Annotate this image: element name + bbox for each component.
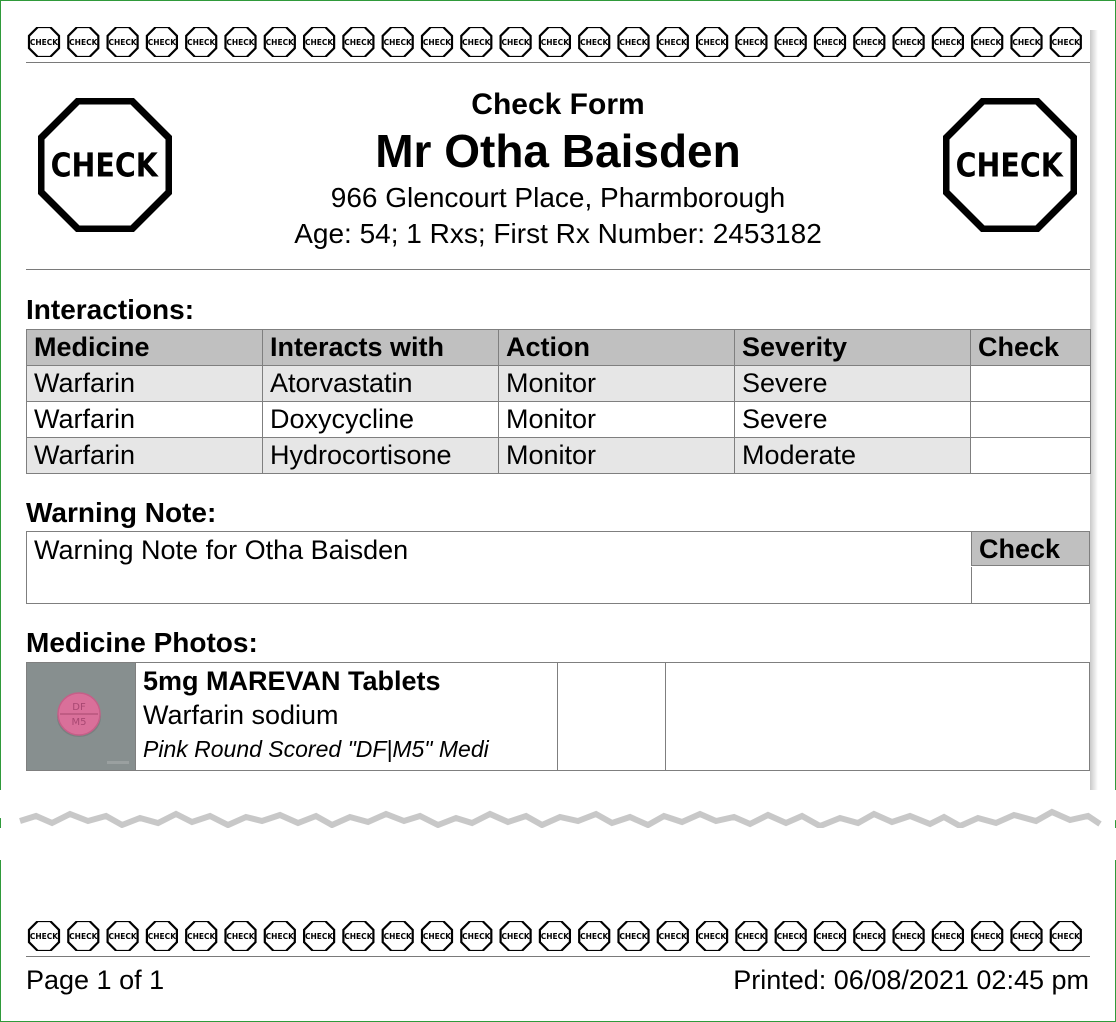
- cell-interacts-with: Doxycycline: [263, 402, 499, 438]
- cell-check-box[interactable]: [971, 438, 1091, 474]
- svg-text:CHECK: CHECK: [540, 932, 570, 941]
- svg-text:CHECK: CHECK: [737, 932, 766, 941]
- cell-interacts-with: Hydrocortisone: [263, 438, 499, 474]
- svg-text:CHECK: CHECK: [580, 932, 609, 941]
- check-stamp-icon: [501, 27, 531, 57]
- svg-text:CHECK: CHECK: [933, 932, 963, 941]
- cell-medicine: Warfarin: [27, 366, 263, 402]
- svg-text:CHECK: CHECK: [658, 38, 687, 47]
- check-stamp-icon: [186, 27, 216, 57]
- svg-text:CHECK: CHECK: [973, 932, 1002, 941]
- svg-text:CHECK: CHECK: [855, 932, 884, 941]
- svg-text:CHECK: CHECK: [147, 932, 177, 941]
- patient-address: 966 Glencourt Place, Pharmborough: [330, 182, 786, 213]
- column-header-medicine: Medicine: [27, 330, 263, 366]
- medicine-generic-name: Warfarin sodium: [143, 700, 339, 730]
- check-stamp-icon: [304, 27, 334, 57]
- svg-text:CHECK: CHECK: [108, 932, 137, 941]
- svg-text:CHECK: CHECK: [540, 38, 570, 47]
- svg-text:CHECK: CHECK: [697, 38, 727, 47]
- check-stamp-icon: [619, 921, 649, 951]
- svg-text:CHECK: CHECK: [187, 38, 216, 47]
- svg-text:CHECK: CHECK: [619, 932, 648, 941]
- torn-page-edge: [0, 790, 1116, 860]
- bottom-check-strip: [26, 921, 1090, 951]
- svg-text:CHECK: CHECK: [29, 38, 59, 47]
- warning-check-box[interactable]: [971, 567, 1090, 603]
- svg-text:CHECK: CHECK: [422, 932, 452, 941]
- interactions-label: Interactions:: [26, 294, 195, 325]
- warning-note-label: Warning Note:: [26, 497, 217, 528]
- check-stamp-icon: [854, 27, 884, 57]
- bottom-rule: [26, 956, 1090, 957]
- top-rule: [26, 62, 1090, 63]
- check-stamp-icon: [815, 27, 845, 57]
- svg-text:CHECK: CHECK: [1051, 932, 1080, 941]
- svg-text:CHECK: CHECK: [501, 932, 530, 941]
- check-stamp-icon: [461, 921, 491, 951]
- check-stamp-icon: [1012, 921, 1042, 951]
- check-stamp-row: [26, 27, 1090, 57]
- check-stamp-icon: [540, 921, 570, 951]
- check-stamp-icon: [501, 921, 531, 951]
- check-stamp-icon: [854, 921, 884, 951]
- svg-text:CHECK: CHECK: [344, 932, 373, 941]
- check-stamp-icon: [776, 27, 806, 57]
- svg-text:CHECK: CHECK: [383, 38, 412, 47]
- warning-note-text: Warning Note for Otha Baisden: [34, 535, 409, 565]
- svg-text:CHECK: CHECK: [501, 38, 530, 47]
- column-header-interacts-with: Interacts with: [263, 330, 499, 366]
- svg-text:CHECK: CHECK: [737, 38, 766, 47]
- column-header-action: Action: [499, 330, 735, 366]
- check-stamp-icon: [343, 921, 373, 951]
- svg-text:CHECK: CHECK: [619, 38, 648, 47]
- check-stamp-icon: [343, 27, 373, 57]
- svg-text:CHECK: CHECK: [1012, 38, 1041, 47]
- svg-text:CHECK: CHECK: [894, 932, 923, 941]
- cell-medicine: Warfarin: [27, 438, 263, 474]
- check-stamp-icon: [383, 921, 413, 951]
- medicine-name: 5mg MAREVAN Tablets: [143, 666, 441, 696]
- svg-text:CHECK: CHECK: [815, 38, 845, 47]
- svg-text:CHECK: CHECK: [383, 932, 412, 941]
- svg-text:CHECK: CHECK: [69, 932, 98, 941]
- check-stamp-icon: [894, 921, 924, 951]
- check-stamp-icon: [108, 27, 138, 57]
- check-stamp-icon: [68, 921, 98, 951]
- check-stamp-icon: [1051, 27, 1081, 57]
- check-stamp-icon: [540, 27, 570, 57]
- svg-text:CHECK: CHECK: [422, 38, 452, 47]
- medicine-photos-box: [26, 662, 1090, 771]
- svg-text:CHECK: CHECK: [226, 38, 255, 47]
- check-stamp-icon: [658, 27, 688, 57]
- svg-text:CHECK: CHECK: [147, 38, 177, 47]
- svg-text:CHECK: CHECK: [894, 38, 923, 47]
- svg-text:CHECK: CHECK: [973, 38, 1002, 47]
- cell-severity: Severe: [735, 366, 971, 402]
- svg-text:CHECK: CHECK: [462, 932, 491, 941]
- svg-text:CHECK: CHECK: [580, 38, 609, 47]
- check-stamp-icon: [108, 921, 138, 951]
- check-stamp-icon: [29, 921, 59, 951]
- svg-text:CHECK: CHECK: [955, 148, 1063, 186]
- check-stamp-icon: [422, 27, 452, 57]
- check-stamp-icon: [658, 921, 688, 951]
- printed-timestamp: Printed: 06/08/2021 02:45 pm: [733, 965, 1089, 995]
- page-shadow: [1090, 30, 1098, 810]
- check-stamp-icon-right: [943, 98, 1077, 232]
- svg-text:CHECK: CHECK: [265, 38, 294, 47]
- patient-header: [200, 86, 916, 252]
- check-stamp-icon: [697, 27, 727, 57]
- cell-check-box[interactable]: [971, 366, 1091, 402]
- table-row: [27, 402, 1091, 438]
- column-header-check: Check: [971, 330, 1091, 366]
- check-stamp-icon: [776, 921, 806, 951]
- check-stamp-icon: [461, 27, 491, 57]
- header-rule: [26, 269, 1090, 270]
- medicine-description: Pink Round Scored "DF|M5" Medi: [143, 736, 489, 762]
- cell-check-box[interactable]: [971, 402, 1091, 438]
- check-stamp-icon: [265, 921, 295, 951]
- patient-name: Mr Otha Baisden: [375, 125, 741, 177]
- check-stamp-icon: [304, 921, 334, 951]
- svg-text:CHECK: CHECK: [108, 38, 137, 47]
- svg-text:CHECK: CHECK: [304, 38, 334, 47]
- cell-medicine: Warfarin: [27, 402, 263, 438]
- svg-text:CHECK: CHECK: [855, 38, 884, 47]
- check-stamp-icon: [579, 27, 609, 57]
- svg-text:CHECK: CHECK: [226, 932, 255, 941]
- column-header-severity: Severity: [735, 330, 971, 366]
- check-stamp-icon: [29, 27, 59, 57]
- interactions-header-row: [27, 330, 1091, 366]
- warning-note-box: [26, 531, 1090, 604]
- check-stamp-icon: [697, 921, 727, 951]
- check-stamp-icon: [1051, 921, 1081, 951]
- check-stamp-icon: [972, 27, 1002, 57]
- check-stamp-icon: [226, 921, 256, 951]
- medicine-photos-label: Medicine Photos:: [26, 627, 258, 658]
- check-stamp-icon: [736, 27, 766, 57]
- check-stamp-icon: [1012, 27, 1042, 57]
- table-row: [27, 366, 1091, 402]
- form-title: Check Form: [471, 88, 645, 121]
- svg-text:CHECK: CHECK: [265, 932, 294, 941]
- svg-text:DF: DF: [72, 702, 86, 713]
- pill-photo: [27, 663, 136, 770]
- photo-divider: [557, 663, 558, 770]
- check-stamp-icon: [815, 921, 845, 951]
- page-number: Page 1 of 1: [26, 965, 165, 995]
- svg-text:CHECK: CHECK: [1012, 932, 1041, 941]
- patient-summary: Age: 54; 1 Rxs; First Rx Number: 2453182: [294, 218, 822, 249]
- check-stamp-icon: [265, 27, 295, 57]
- cell-severity: Severe: [735, 402, 971, 438]
- warning-check-header: Check: [971, 532, 1089, 566]
- check-stamp-icon: [226, 27, 256, 57]
- svg-text:CHECK: CHECK: [658, 932, 687, 941]
- svg-text:CHECK: CHECK: [304, 932, 334, 941]
- table-row: [27, 438, 1091, 474]
- check-stamp-icon: [422, 921, 452, 951]
- svg-text:CHECK: CHECK: [29, 932, 59, 941]
- check-stamp-icon: [68, 27, 98, 57]
- cell-interacts-with: Atorvastatin: [263, 366, 499, 402]
- svg-text:CHECK: CHECK: [776, 932, 805, 941]
- check-stamp-icon: [933, 921, 963, 951]
- svg-text:CHECK: CHECK: [344, 38, 373, 47]
- svg-text:CHECK: CHECK: [1051, 38, 1080, 47]
- check-stamp-icon: [186, 921, 216, 951]
- check-stamp-icon: [972, 921, 1002, 951]
- svg-text:CHECK: CHECK: [776, 38, 805, 47]
- top-check-strip: [26, 27, 1090, 57]
- cell-severity: Moderate: [735, 438, 971, 474]
- check-stamp-icon: [147, 921, 177, 951]
- svg-text:CHECK: CHECK: [815, 932, 845, 941]
- svg-text:CHECK: CHECK: [697, 932, 727, 941]
- check-stamp-icon: [736, 921, 766, 951]
- check-stamp-icon: [619, 27, 649, 57]
- check-stamp-icon: [579, 921, 609, 951]
- cell-action: Monitor: [499, 366, 735, 402]
- check-stamp-icon: [894, 27, 924, 57]
- check-stamp-icon-left: [38, 98, 172, 232]
- svg-text:CHECK: CHECK: [187, 932, 216, 941]
- check-stamp-icon: [147, 27, 177, 57]
- interactions-table: [26, 329, 1091, 474]
- check-stamp-icon: [933, 27, 963, 57]
- cell-action: Monitor: [499, 438, 735, 474]
- photo-divider: [665, 663, 666, 770]
- svg-text:CHECK: CHECK: [69, 38, 98, 47]
- check-stamp-icon: [383, 27, 413, 57]
- svg-text:CHECK: CHECK: [50, 148, 158, 186]
- svg-text:CHECK: CHECK: [933, 38, 963, 47]
- cell-action: Monitor: [499, 402, 735, 438]
- svg-text:CHECK: CHECK: [462, 38, 491, 47]
- svg-text:M5: M5: [71, 717, 87, 728]
- check-stamp-row: [26, 921, 1090, 951]
